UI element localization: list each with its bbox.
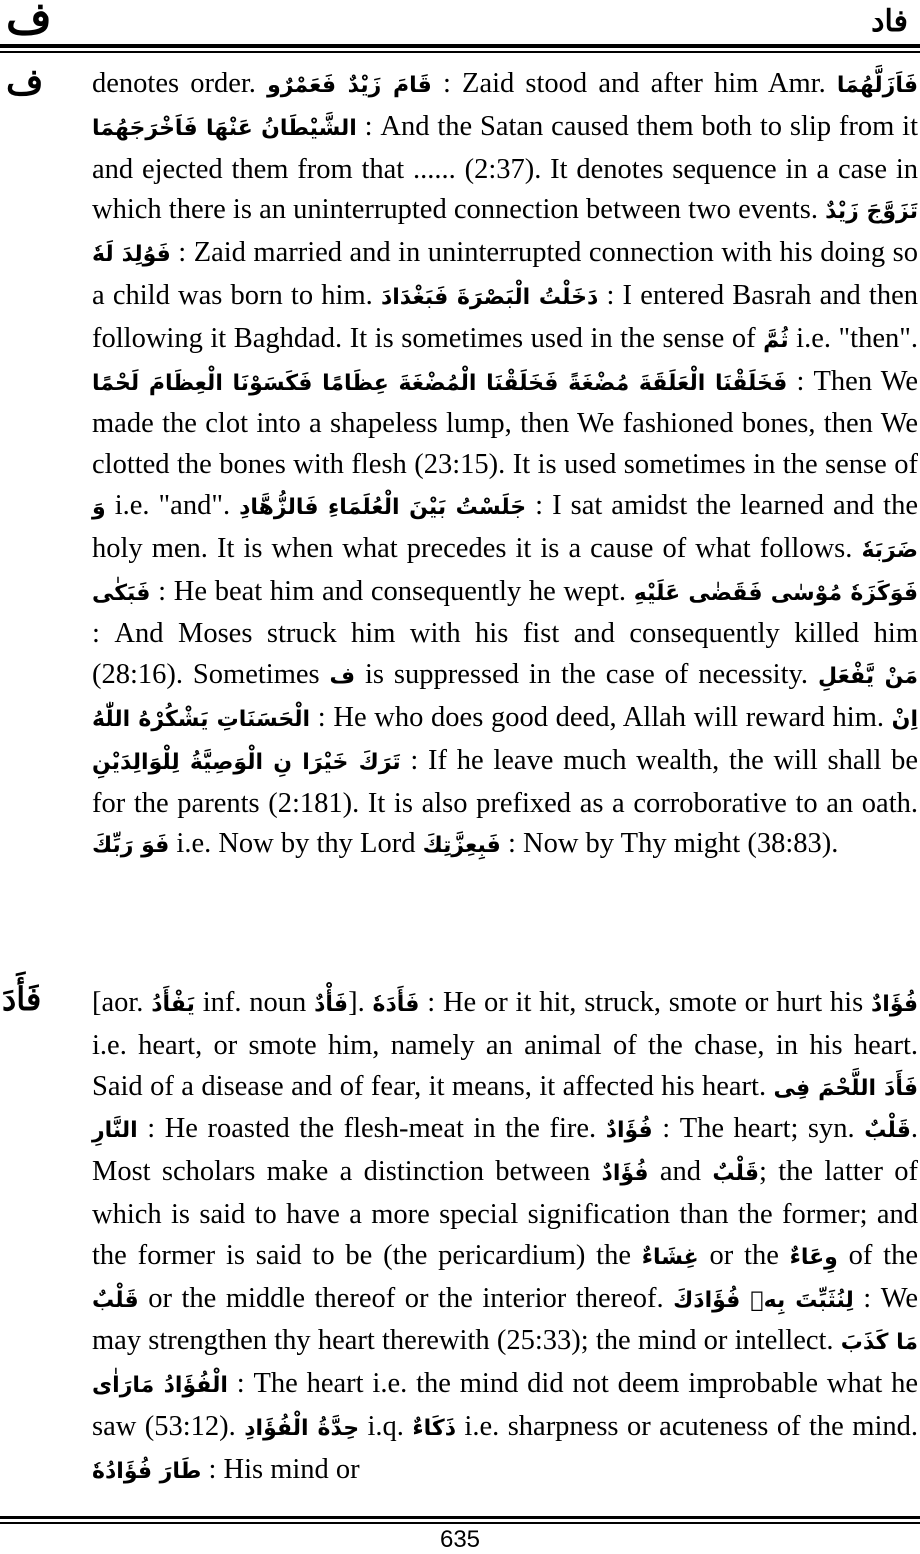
- arabic-phrase: طَارَ فُؤَادُهٗ: [92, 1458, 202, 1484]
- arabic-phrase: ثُمَّ: [763, 327, 789, 353]
- english-text: : Zaid married and in uninterrupted connection with his doing so a child was born to him.: [92, 237, 918, 311]
- arabic-phrase: اِنْ تَرَكَ خَيْرَا نِ الْوَصِيَّةُ لِلْوَالِدَيْنِ: [92, 706, 918, 775]
- arabic-phrase: قَلْبٌ: [864, 1118, 911, 1144]
- arabic-phrase: فَوَ رَبِّكَ: [92, 833, 170, 859]
- english-text: and: [648, 1156, 713, 1188]
- arabic-phrase: فُؤَادٌ: [870, 992, 919, 1017]
- arabic-phrase: مَا كَذَبَ الْفُؤَادُ مَارَاٰى: [92, 1330, 918, 1399]
- header-rule-thick: [0, 44, 920, 48]
- english-text: i.e. heart, or smote him, namely an animal of the chase, in his heart. Said of a disease and of fear, it means, it affected his heart.: [92, 1029, 918, 1102]
- arabic-phrase: فَأَدَهٗ: [372, 992, 420, 1017]
- english-text: : His mind or: [201, 1453, 360, 1485]
- english-text: : I sat amidst the learned and the holy men. It is when what precedes it is a cause of what follows.: [92, 489, 918, 564]
- english-text: : He who does good deed, Allah will reward him.: [310, 701, 892, 733]
- header-letter: ف: [6, 0, 52, 44]
- arabic-phrase: تَزَوَّجَ زَيْدٌ فَوُلِدَ لَهٗ: [92, 199, 918, 268]
- arabic-phrase: قَلْبٌ: [712, 1161, 760, 1187]
- footer-rule-thin: [0, 1522, 920, 1524]
- page-number: 635: [439, 1526, 481, 1553]
- english-text: i.q.: [359, 1410, 413, 1442]
- english-text: denotes order.: [92, 68, 268, 99]
- english-text: : And the Satan caused them both to slip from it and ejected them from that ...... (2:37). It denotes sequence in a case in which there is an uninterrupted connection between two events.: [92, 110, 918, 226]
- arabic-phrase: فُؤَادٌ: [601, 1161, 649, 1187]
- arabic-phrase: فَاَزَلَّهُمَا الشَّيْطَانُ عَنْهَا فَاَخْرَجَهُمَا: [92, 73, 918, 141]
- arabic-phrase: جَلَسْتُ بَيْنَ الْعُلَمَاءِ فَالزُّهَّادِ: [239, 494, 527, 520]
- header-root-title: فاد: [871, 4, 908, 39]
- english-text: : And Moses struck him with his fist and consequently killed him (28:16). Sometimes: [92, 618, 918, 691]
- english-text: ].: [348, 987, 373, 1018]
- arabic-phrase: فَوَكَزَهٗ مُوْسٰى فَقَضٰى عَلَيْهِ: [633, 580, 918, 606]
- arabic-phrase: وَ: [92, 494, 106, 520]
- english-text: i.e. "and".: [105, 489, 240, 521]
- english-text: or the: [698, 1239, 790, 1271]
- arabic-phrase: فَخَلَقْنَا الْعَلَقَةَ مُضْغَةً فَخَلَقْنَا الْمُضْغَةَ عِظَامًا فَكَسَوْنَا الْعِظَامَ لَحْمًا: [92, 370, 788, 396]
- entry-body: [92, 64, 918, 867]
- english-text: inf. noun: [194, 987, 315, 1018]
- arabic-phrase: غِشَاءٌ: [641, 1244, 699, 1270]
- arabic-phrase: يَفْأَدُ: [151, 992, 195, 1017]
- arabic-phrase: فَأَدَ اللَّحْمَ فِى النَّارِ: [92, 1075, 919, 1144]
- arabic-phrase: لِنُثَبِّتَ بِهٖ فُؤَادَكَ: [673, 1287, 854, 1313]
- arabic-phrase: قَلْبٌ: [92, 1287, 139, 1313]
- english-text: : Then We made the clot into a shapeless lump, then We fashioned bones, then We clotted the bones with flesh (23:15). It is used sometimes in the sense of: [92, 365, 918, 481]
- arabic-phrase: ضَرَبَهٗ فَبَكٰى: [92, 537, 918, 606]
- english-text: : We may strengthen thy heart therewith (25:33); the mind or intellect.: [92, 1282, 919, 1357]
- arabic-phrase: فَبِعِزَّتِكَ: [422, 833, 501, 859]
- arabic-phrase: قَامَ زَيْدٌ فَعَمْرٌو: [267, 73, 432, 98]
- english-text: : He or it hit, struck, smote or hurt his: [419, 987, 871, 1018]
- running-header: [0, 0, 920, 44]
- arabic-phrase: حِدَّةُ الْفُؤَادِ: [244, 1415, 360, 1441]
- arabic-phrase: دَخَلْتُ الْبَصْرَةَ فَبَغْدَادَ: [380, 284, 599, 310]
- english-text: : He roasted the flesh-meat in the fire.: [137, 1113, 606, 1145]
- english-text: : The heart; syn.: [652, 1113, 865, 1145]
- english-text: : He beat him and consequently he wept.: [150, 575, 634, 607]
- arabic-phrase: ذَكَاءٌ: [412, 1415, 456, 1441]
- header-rule-thin: [0, 51, 920, 53]
- english-text: . Most scholars make a distinction between: [92, 1113, 918, 1188]
- arabic-phrase: ف: [329, 664, 356, 690]
- arabic-phrase: فَأْدٌ: [314, 992, 349, 1017]
- english-text: or the middle thereof or the interior thereof.: [138, 1282, 674, 1314]
- english-text: : Zaid stood and after him Amr.: [431, 68, 837, 99]
- english-text: is suppressed in the case of necessity.: [355, 659, 818, 691]
- arabic-phrase: وِعَاءٌ: [789, 1244, 838, 1270]
- english-text: of the: [837, 1239, 918, 1271]
- english-text: i.e. Now by thy Lord: [169, 828, 423, 860]
- english-text: : The heart i.e. the mind did not deem improbable what he saw (53:12).: [92, 1368, 918, 1442]
- english-text: [aor.: [92, 987, 152, 1018]
- arabic-phrase: مَنْ يَّفْعَلِ الْحَسَنَاتِ يَشْكُرْهُ اللّٰهُ: [92, 664, 918, 732]
- entry-body: [92, 983, 918, 1493]
- footer-rule-thick: [0, 1516, 920, 1519]
- english-text: i.e. sharpness or acuteness of the mind.: [455, 1410, 918, 1442]
- english-text: i.e. "then".: [788, 322, 918, 354]
- entry-headword: فَأَدَ: [2, 980, 42, 1018]
- english-text: ; the latter of which is said to have a more special signification than the former; and the former is said to be (the pericardium) the: [92, 1156, 918, 1271]
- english-text: : If he leave much wealth, the will shall be for the parents (2:181). It is also prefixed as a corroborative to an oath.: [92, 744, 918, 819]
- english-text: : Now by Thy might (38:83).: [500, 828, 839, 860]
- english-text: : I entered Basrah and then following it Baghdad. It is sometimes used in the sense of: [92, 279, 918, 354]
- entry-headword: ف: [6, 61, 44, 103]
- arabic-phrase: فُؤَادٌ: [605, 1118, 653, 1144]
